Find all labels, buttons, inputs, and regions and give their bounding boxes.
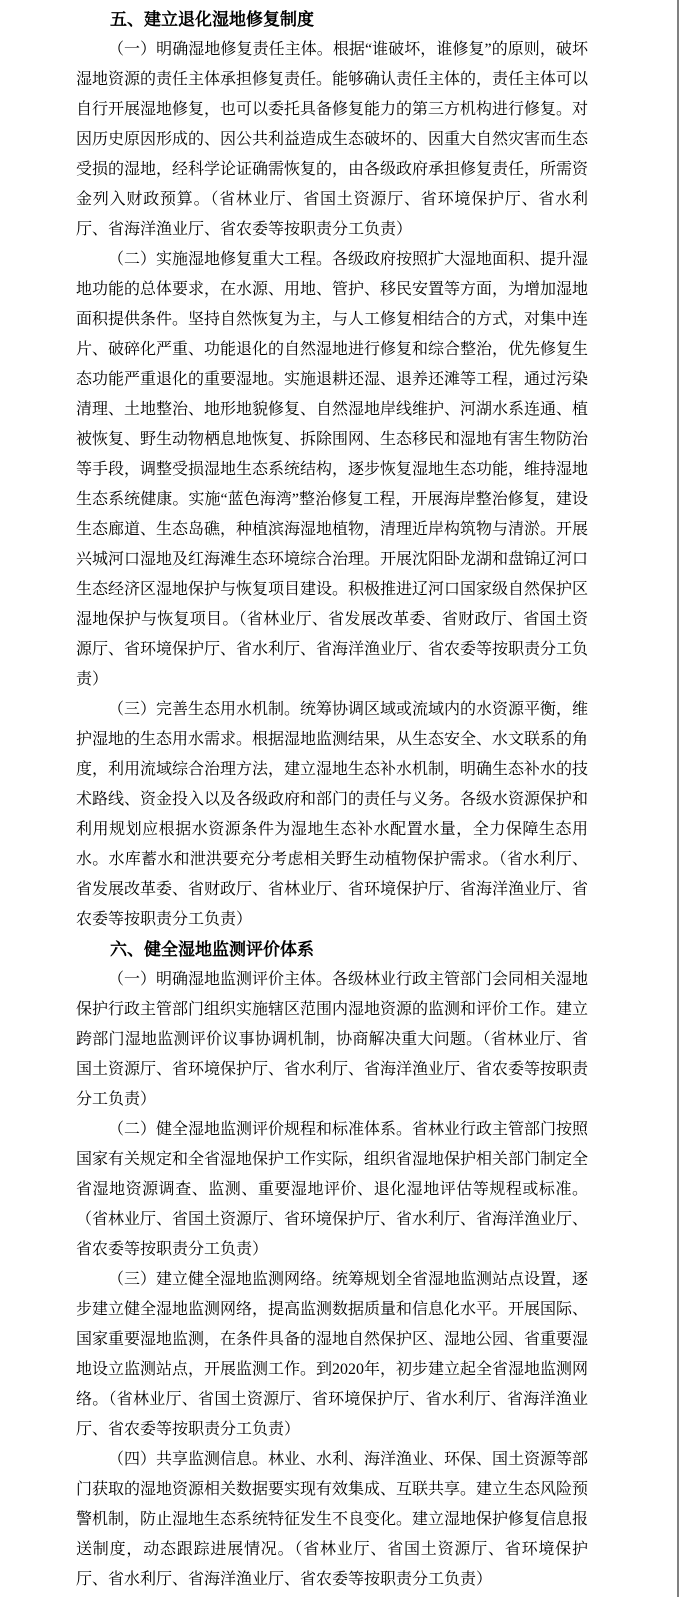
paragraph-monitoring-standards: （二）健全湿地监测评价规程和标准体系。省林业行政主管部门按照国家有关规定和全省湿地保护工作实际，组织省湿地保护相关部门制定全省湿地资源调查、监测、重要湿地评价、退化湿地评估等规程或标准。（省林业厅、省国土资源厅、省环境保护厅、省水利厅、省海洋渔业厅、省农委等按职责分工负责）	[76, 1121, 589, 1258]
paragraph-monitoring-info-sharing: （四）共享监测信息。林业、水利、海洋渔业、环保、国土资源等部门获取的湿地资源相关数据要实现有效集成、互联共享。建立生态风险预警机制，防止湿地生态系统特征发生不良变化。建立湿地保护修复信息报送制度，动态跟踪进展情况。（省林业厅、省国土资源厅、省环境保护厅、省水利厅、省海洋渔业厅、省农委等按职责分工负责）	[76, 1451, 589, 1588]
page-border-line	[677, 0, 679, 1597]
paragraph-restoration-responsibility: （一）明确湿地修复责任主体。根据“谁破坏，谁修复”的原则，破坏湿地资源的责任主体承担修复责任。能够确认责任主体的，责任主体可以自行开展湿地修复，也可以委托具备修复能力的第三方机构进行修复。对因历史原因形成的、因公共利益造成生态破坏的、因重大自然灾害而生态受损的湿地，经科学论证确需恢复的，由各级政府承担修复责任，所需资金列入财政预算。（省林业厅、省国土资源厅、省环境保护厅、省水利厅、省海洋渔业厅、省农委等按职责分工负责）	[76, 41, 589, 238]
section-5-restoration-system	[76, 5, 588, 935]
section-heading: 六、健全湿地监测评价体系	[110, 940, 314, 959]
section-6-monitoring-evaluation-system	[76, 935, 588, 1595]
paragraph-monitoring-network: （三）建立健全湿地监测网络。统筹规划全省湿地监测站点设置，逐步建立健全湿地监测网络，提高监测数据质量和信息化水平。开展国际、国家重要湿地监测，在条件具备的湿地自然保护区、湿地公园、省重要湿地设立监测站点，开展监测工作。到2020年，初步建立起全省湿地监测网络。（省林业厅、省国土资源厅、省环境保护厅、省水利厅、省海洋渔业厅、省农委等按职责分工负责）	[76, 1271, 589, 1438]
paragraph-monitoring-responsibility: （一）明确湿地监测评价主体。各级林业行政主管部门会同相关湿地保护行政主管部门组织实施辖区范围内湿地资源的监测和评价工作。建立跨部门湿地监测评价议事协调机制，协商解决重大问题。（省林业厅、省国土资源厅、省环境保护厅、省水利厅、省海洋渔业厅、省农委等按职责分工负责）	[76, 971, 589, 1108]
paragraph-ecological-water-mechanism: （三）完善生态用水机制。统筹协调区域或流域内的水资源平衡，维护湿地的生态用水需求。根据湿地监测结果，从生态安全、水文联系的角度，利用流域综合治理方法，建立湿地生态补水机制，明确生态补水的技术路线、资金投入以及各级政府和部门的责任与义务。各级水资源保护和利用规划应根据水资源条件为湿地生态补水配置水量，全力保障生态用水。水库蓄水和泄洪要充分考虑相关野生动植物保护需求。（省水利厅、省发展改革委、省财政厅、省林业厅、省环境保护厅、省海洋渔业厅、省农委等按职责分工负责）	[76, 701, 589, 928]
paragraph-restoration-major-projects: （二）实施湿地修复重大工程。各级政府按照扩大湿地面积、提升湿地功能的总体要求，在水源、用地、管护、移民安置等方面，为增加湿地面积提供条件。坚持自然恢复为主，与人工修复相结合的方式，对集中连片、破碎化严重、功能退化的自然湿地进行修复和综合整治，优先修复生态功能严重退化的重要湿地。实施退耕还湿、退养还滩等工程，通过污染清理、土地整治、地形地貌修复、自然湿地岸线维护、河湖水系连通、植被恢复、野生动物栖息地恢复、拆除围网、生态移民和湿地有害生物防治等手段，调整受损湿地生态系统结构，逐步恢复湿地生态功能，维持湿地生态系统健康。实施“蓝色海湾”整治修复工程，开展海岸整治修复，建设生态廊道、生态岛礁，种植滨海湿地植物，清理近岸构筑物与清淤。开展兴城河口湿地及红海滩生态环境综合治理。开展沈阳卧龙湖和盘锦辽河口生态经济区湿地保护与恢复项目建设。积极推进辽河口国家级自然保护区湿地保护与恢复项目。（省林业厅、省发展改革委、省财政厅、省国土资源厅、省环境保护厅、省水利厅、省海洋渔业厅、省农委等按职责分工负责）	[76, 251, 589, 688]
document-body	[76, 5, 588, 1595]
section-heading: 五、建立退化湿地修复制度	[110, 10, 314, 29]
